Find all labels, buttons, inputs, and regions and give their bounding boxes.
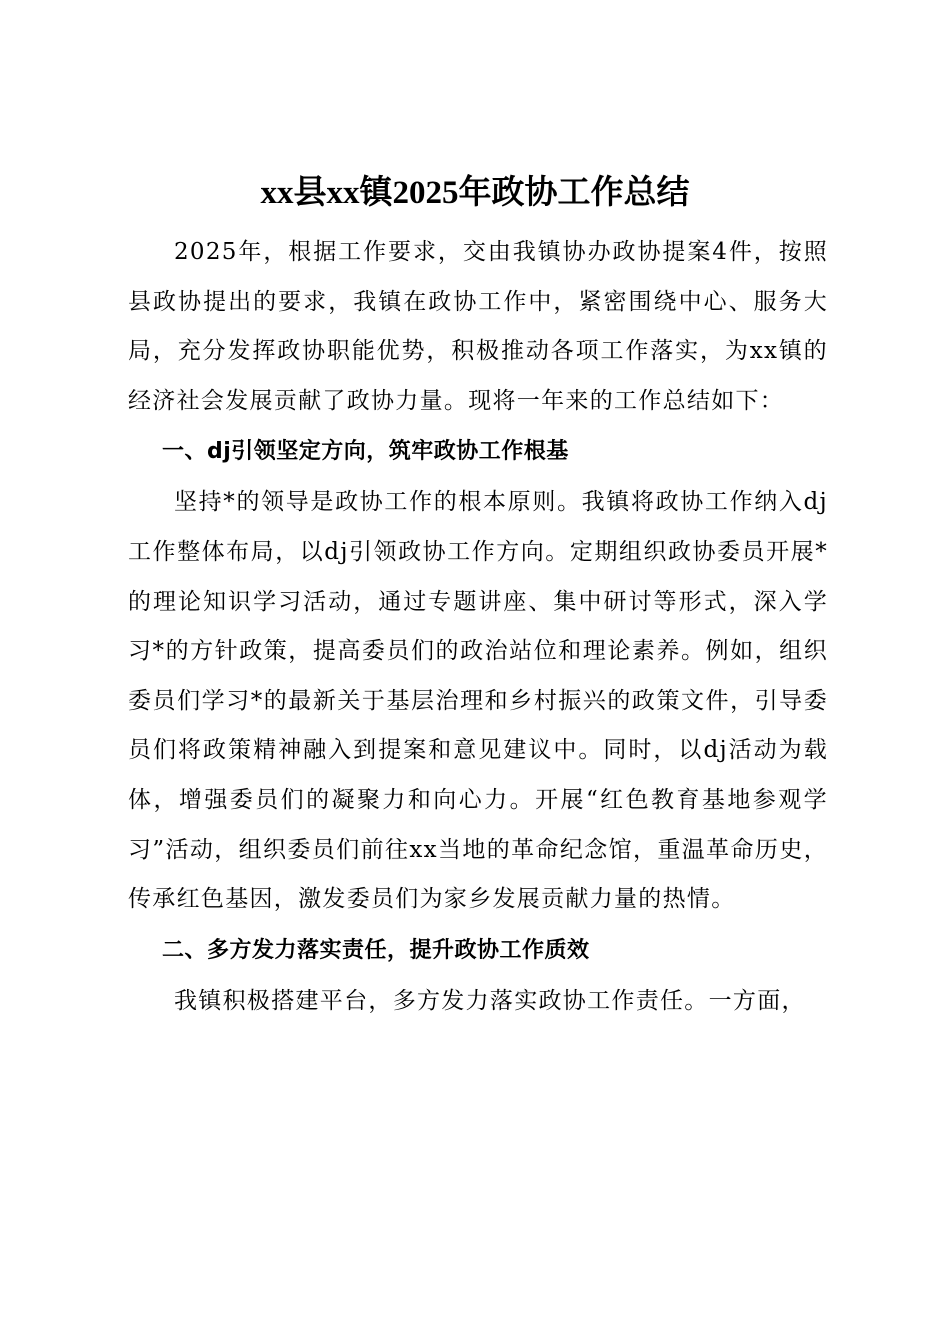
- section-heading-2: 二、多方发力落实责任，提升政协工作质效: [162, 937, 590, 963]
- intro-paragraph: 2025年，根据工作要求，交由我镇协办政协提案4件，按照县政协提出的要求，我镇在政协工作中，紧密围绕中心、服务大局，充分发挥政协职能优势，积极推动各项工作落实，为xx镇的经济社会发展贡献了政协力量。现将一年来的工作总结如下：: [128, 239, 828, 414]
- section-heading-1: 一、dj引领坚定方向，筑牢政协工作根基: [162, 439, 569, 465]
- section-body-1: 坚持*的领导是政协工作的根本原则。我镇将政协工作纳入dj工作整体布局，以dj引领政协工作方向。定期组织政协委员开展*的理论知识学习活动，通过专题讲座、集中研讨等形式，深入学习*的方针政策，提高委员们的政治站位和理论素养。例如，组织委员们学习*的最新关于基层治理和乡村振兴的政策文件，引导委员们将政策精神融入到提案和意见建议中。同时，以dj活动为载体，增强委员们的凝聚力和向心力。开展“红色教育基地参观学习”活动，组织委员们前往xx当地的革命纪念馆，重温革命历史，传承红色基因，激发委员们为家乡发展贡献力量的热情。: [128, 489, 828, 913]
- document-title: xx县xx镇2025年政协工作总结: [260, 175, 690, 211]
- section-body-2: 我镇积极搭建平台，多方发力落实政协工作责任。一方面，: [174, 987, 806, 1014]
- document-body: [128, 228, 828, 1026]
